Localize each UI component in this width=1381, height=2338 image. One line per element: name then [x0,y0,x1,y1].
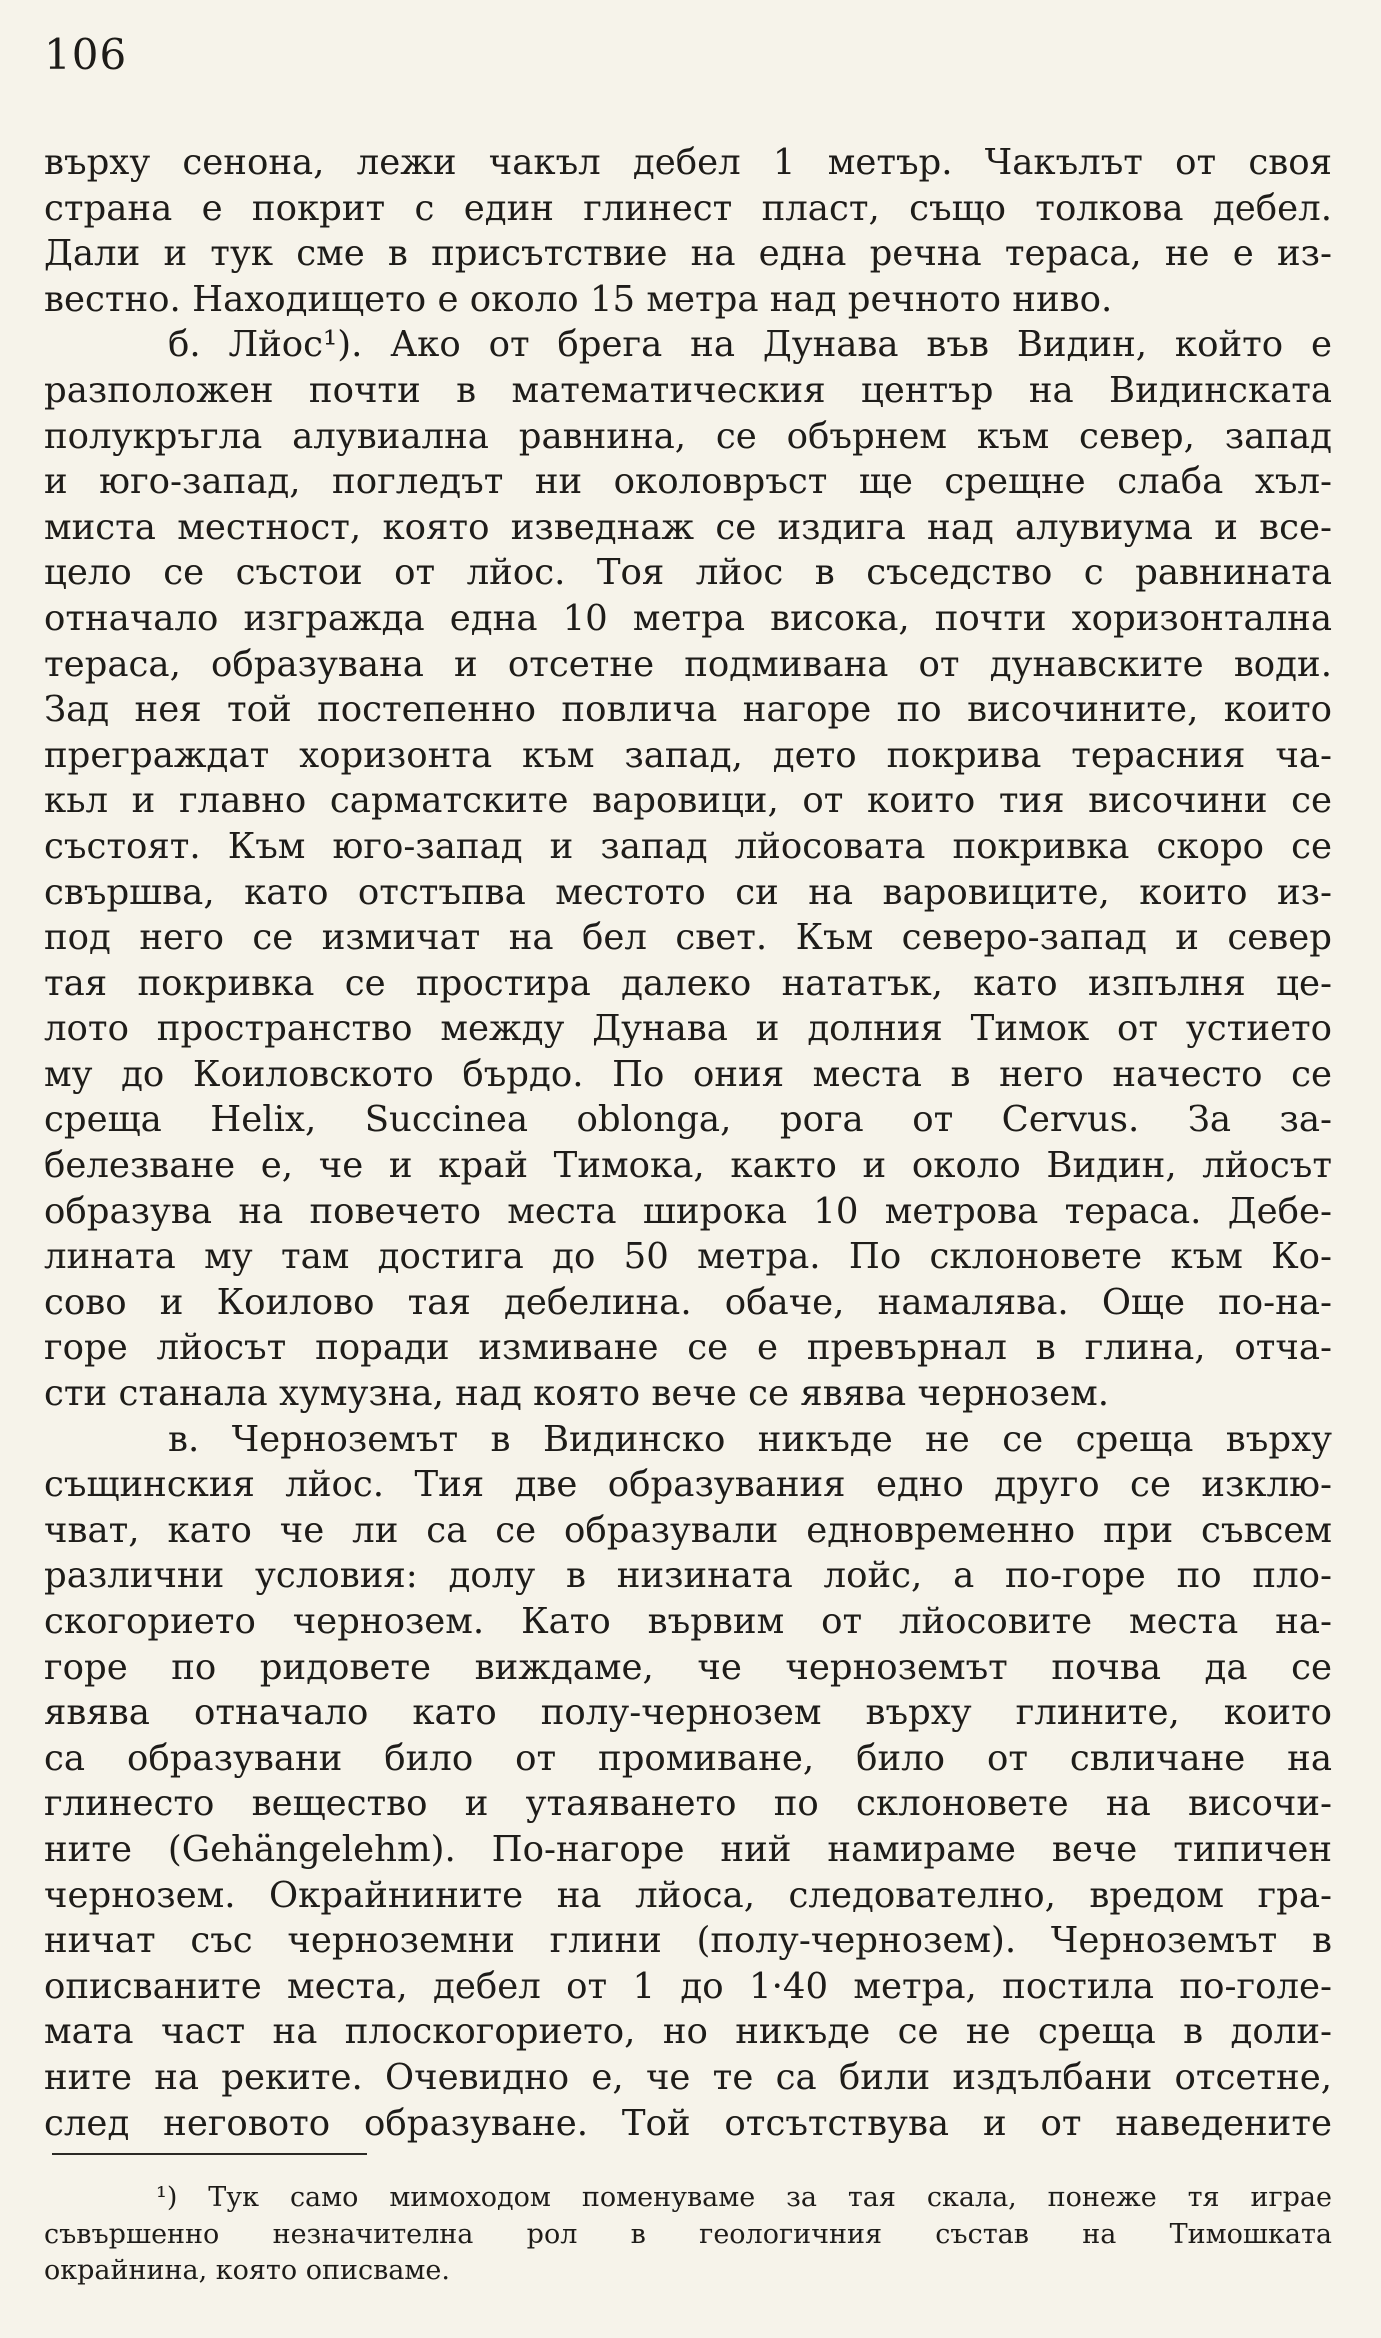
body-text [44,140,1332,2146]
text-line: горе лйосът поради измиване се е превърнал в глина, отча- [44,1327,1332,1369]
text-line: лината му там достига до 50 метра. По склоновете към Ко- [44,1236,1332,1278]
text-line: след неговото образуване. Той отсътствува и от наведените [44,2102,1332,2144]
footnote-line: ¹) Тук само мимоходом поменуваме за тая скала, понеже тя играе [156,2182,1332,2213]
text-line: явява отначало като полу-чернозем върху глините, които [44,1692,1332,1734]
text-line: белезване е, че и край Тимока, както и около Видин, лйосът [44,1145,1332,1187]
text-line: чернозем. Окрайнините на лйоса, следователно, вредом гра- [44,1874,1332,1916]
footnote-divider [52,2153,367,2155]
text-line: състоят. Към юго-запад и запад лйосовата покривка скоро се [44,825,1332,867]
footnote-line: съвършенно незначителна рол в геологичния състав на Тимошката [44,2218,1332,2250]
text-line: цело се състои от лйос. Тоя лйос в съседство с равнината [44,552,1332,594]
text-line: под него се измичат на бел свет. Към северо-запад и север [44,917,1332,959]
text-line: и юго-запад, погледът ни околовръст ще срещне слаба хъл- [44,461,1332,503]
text-line: чват, като че ли са се образували едновременно при съвсем [44,1509,1332,1551]
text-line: Дали и тук сме в присътствие на една речна тераса, не е из- [44,233,1332,275]
text-line: образува на повечето места широка 10 метрова тераса. Дебе- [44,1190,1332,1232]
text-line: разположен почти в математическия център на Видинската [44,369,1332,411]
footnote [44,2180,1332,2290]
text-line: скогорието чернозем. Като вървим от лйосовите места на- [44,1601,1332,1642]
text-line: глинесто вещество и утаяването по склоновете на височи- [44,1783,1332,1825]
text-line: му до Коиловското бърдо. По ония места в него начесто се [44,1053,1332,1095]
text-line: тая покривка се простира далеко нататък, като изпълня це- [44,962,1332,1004]
text-line: полукръгла алувиална равнина, се обърнем към север, запад [44,415,1332,457]
text-line: в. Черноземът в Видинско никъде не се среща върху [168,1418,1332,1460]
text-line: лото пространство между Дунава и долния Тимок от устието [44,1008,1332,1050]
text-line: свършва, като отстъпва местото си на варовиците, които из- [44,871,1332,913]
text-line: среща Helix, Succinea oblonga, рога от Cervus. За за- [44,1099,1332,1141]
text-line: отначало изгражда една 10 метра висока, почти хоризонтална [44,597,1332,639]
text-line: сти станала хумузна, над която вече се явява чернозем. [44,1373,1110,1415]
text-line: ните (Gehängelehm). По-нагоре ний намираме вече типичен [44,1828,1332,1870]
text-line: Зад нея той постепенно повлича нагоре по височините, които [44,689,1332,731]
text-line: горе по ридовете виждаме, че черноземът почва да се [44,1646,1332,1688]
text-line: кьл и главно сарматските варовици, от които тия височини се [44,780,1332,822]
text-line: страна е покрит с един глинест пласт, също толкова дебел. [44,187,1332,229]
text-line: преграждат хоризонта към запад, дето покрива терасния ча- [44,734,1332,776]
text-line: са образувани било от промиване, било от свличане на [44,1737,1332,1779]
text-line: различни условия: долу в низината лойс, а по-горе по пло- [44,1555,1332,1597]
text-line: ните на реките. Очевидно е, че те са били издълбани отсетне, [44,2056,1332,2098]
text-line: сово и Коилово тая дебелина. обаче, намалява. Още по-на- [44,1281,1332,1323]
page-number: 106 [44,30,128,79]
text-line: ничат със черноземни глини (полу-чернозем). Черноземът в [44,1920,1332,1962]
text-line: описваните места, дебел от 1 до 1·40 метра, постила по-голе- [44,1965,1332,2007]
text-line: б. Лйос¹). Ако от брега на Дунава във Видин, който е [168,324,1332,366]
text-line: тераса, образувана и отсетне подмивана от дунавските води. [44,643,1332,685]
footnote-line: окрайнина, която описваме. [44,2255,450,2286]
text-line: върху сенона, лежи чакъл дебел 1 метър. Чакълът от своя [44,142,1332,183]
text-line: миста местност, която изведнаж се издига над алувиума и все- [44,506,1332,548]
text-line: вестно. Находището е около 15 метра над речното ниво. [44,278,1113,320]
text-line: същинския лйос. Тия две образувания едно друго се изклю- [44,1464,1332,1506]
text-line: мата част на плоскогорието, но никъде се не среща в доли- [44,2011,1332,2053]
